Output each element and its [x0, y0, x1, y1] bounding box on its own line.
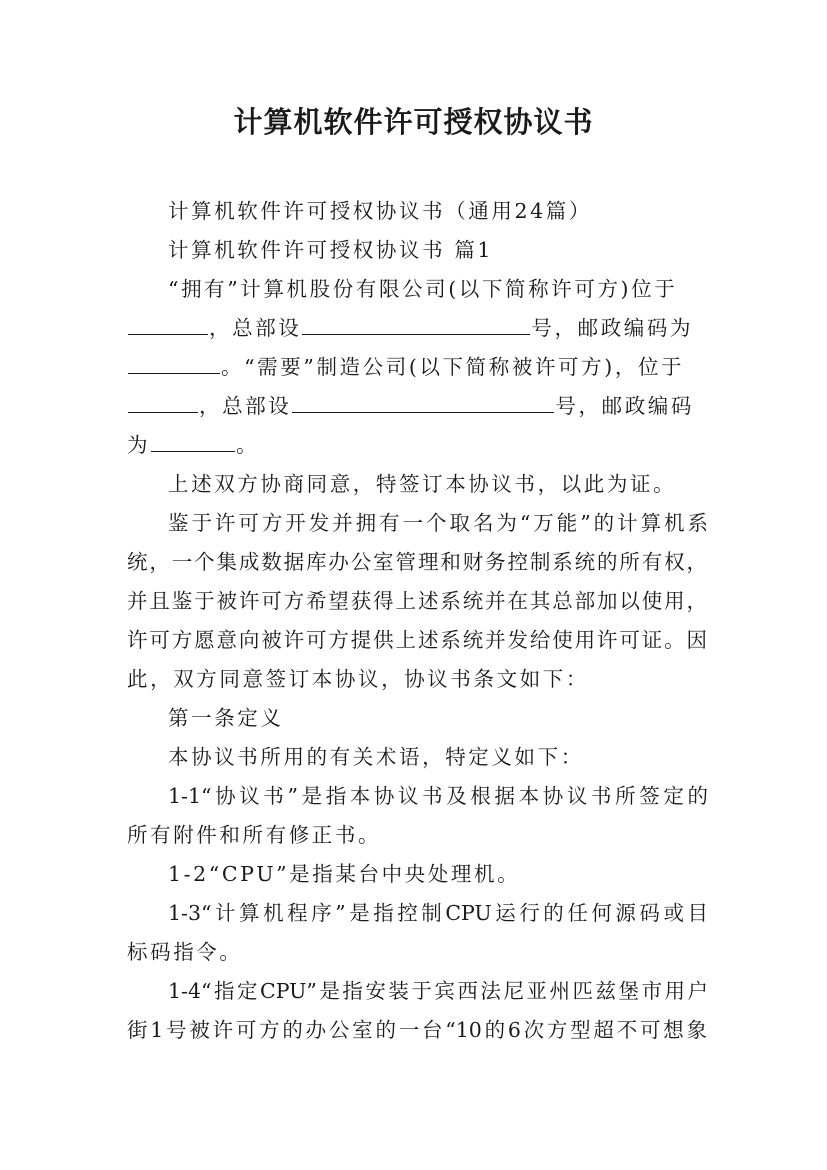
paragraph-line: 并且鉴于被许可方希望获得上述系统并在其总部加以使用，	[127, 589, 707, 613]
paragraph-line: 统，一个集成数据库办公室管理和财务控制系统的所有权，	[127, 550, 707, 574]
paragraph-line: 此，双方同意签订本协议，协议书条文如下：	[127, 667, 589, 691]
text-fragment: ，总部设	[199, 394, 292, 418]
paragraph-line	[127, 430, 707, 460]
blank-underline	[128, 353, 220, 374]
article-heading: 第一条定义	[168, 706, 284, 730]
definition-line: 1-2“CPU”是指某台中央处理机。	[168, 862, 521, 886]
paragraph-line: “拥有”计算机股份有限公司(以下简称许可方)位于	[168, 277, 678, 301]
paragraph-line	[127, 352, 707, 382]
text-fragment: 。“需要”制造公司(以下简称被许可方)，位于	[221, 355, 685, 379]
paragraph-line	[127, 391, 707, 421]
definition-line: 街1号被许可方的办公室的一台“10的6次方型超不可想象	[127, 1018, 707, 1042]
definition-line: 标码指令。	[127, 940, 243, 964]
text-fragment: 。	[236, 433, 260, 457]
blank-underline	[128, 392, 198, 413]
definition-line: 所有附件和所有修正书。	[127, 823, 382, 847]
document-title: 计算机软件许可授权协议书	[233, 105, 594, 139]
text-fragment: 为	[127, 433, 151, 457]
blank-underline	[128, 314, 208, 335]
paragraph-line: 鉴于许可方开发并拥有一个取名为“万能”的计算机系	[168, 511, 708, 535]
section-heading: 计算机软件许可授权协议书 篇1	[168, 238, 494, 262]
text-fragment: 号，邮政编码为	[531, 316, 694, 340]
blank-underline	[302, 314, 530, 335]
blank-underline	[292, 392, 554, 413]
paragraph-line: 上述双方协商同意，特签订本协议书，以此为证。	[168, 472, 677, 496]
blank-underline	[151, 431, 235, 452]
definition-line: 1-3“计算机程序”是指控制CPU运行的任何源码或目	[168, 901, 708, 925]
text-fragment: ，总部设	[209, 316, 302, 340]
subtitle-line: 计算机软件许可授权协议书（通用24篇）	[168, 199, 592, 223]
definition-line: 1-1“协议书”是指本协议书及根据本协议书所签定的	[168, 784, 708, 808]
paragraph-line: 本协议书所用的有关术语，特定义如下：	[168, 745, 584, 769]
paragraph-line	[127, 313, 707, 343]
definition-line: 1-4“指定CPU”是指安装于宾西法尼亚州匹兹堡市用户	[168, 979, 708, 1003]
text-fragment: 号，邮政编码	[555, 394, 695, 418]
paragraph-line: 许可方愿意向被许可方提供上述系统并发给使用许可证。因	[127, 628, 707, 652]
